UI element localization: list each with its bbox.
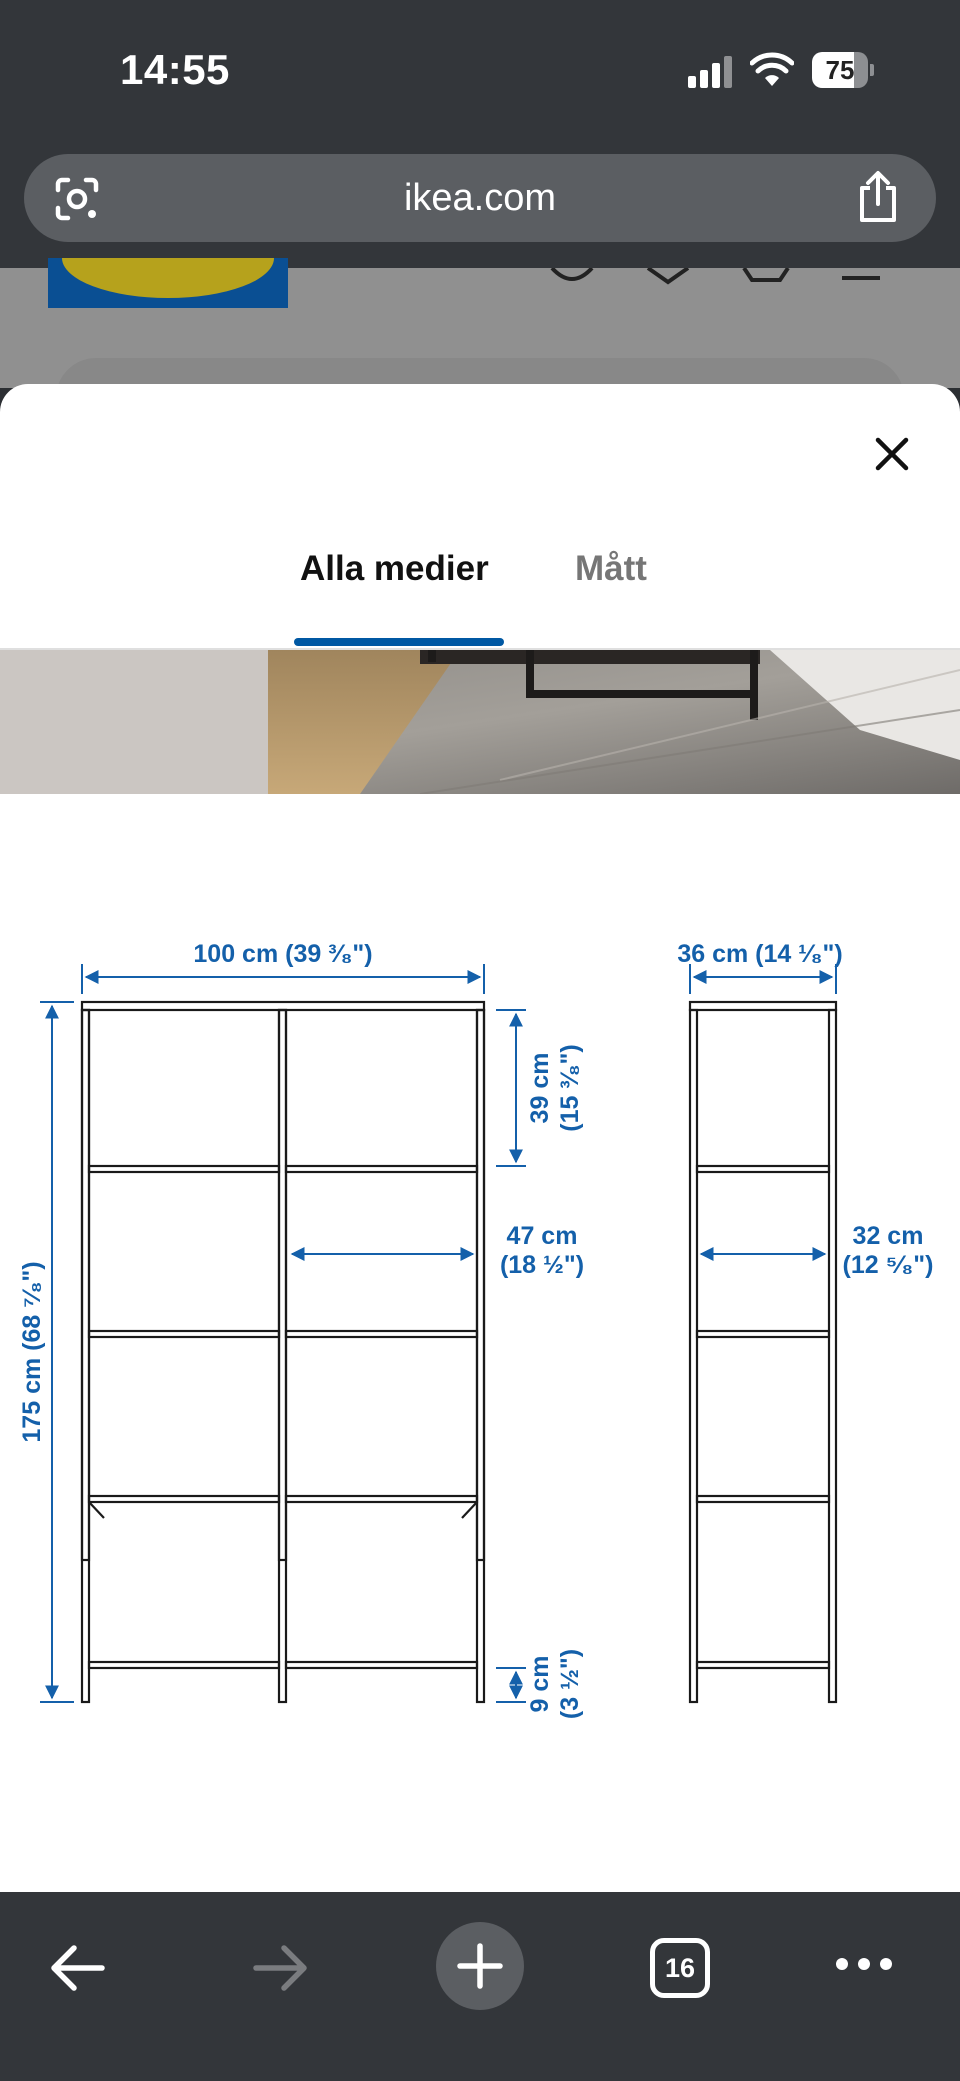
dimension-drawing [0, 884, 960, 1892]
address-bar[interactable] [24, 154, 936, 242]
label-bottom-clearance-in: (3 ½") [556, 1648, 584, 1720]
browser-bottom-bar [0, 1892, 960, 2081]
tab-switcher-icon[interactable] [650, 1938, 710, 1998]
more-horizontal-icon[interactable] [834, 1954, 894, 1974]
label-inner-width-in: (18 ½") [499, 1251, 585, 1279]
label-inner-depth-cm: 32 cm [852, 1222, 924, 1250]
wifi-icon [750, 52, 794, 88]
status-bar [0, 0, 960, 140]
ikea-logo [48, 258, 288, 308]
media-modal [0, 384, 960, 1892]
battery-level: 75 [825, 55, 855, 85]
label-shelf-gap-cm: 39 cm [526, 1052, 554, 1124]
close-icon[interactable] [866, 428, 918, 480]
tab-count: 16 [664, 1953, 696, 1983]
shelf-front-view [82, 1002, 484, 1702]
label-inner-width-cm: 47 cm [506, 1222, 578, 1250]
browser-toolbar [0, 140, 960, 268]
tab-all-media[interactable]: Alla medier [300, 549, 489, 588]
label-height: 175 cm (68 ⁷⁄₈") [18, 1261, 46, 1443]
header-icons [548, 268, 888, 286]
arrow-right-icon[interactable] [250, 1942, 310, 1994]
label-inner-depth-in: (12 ⁵⁄₈") [842, 1251, 934, 1279]
url-text[interactable]: ikea.com [403, 177, 557, 219]
status-time: 14:55 [120, 46, 230, 93]
shelf-side-view [690, 1002, 836, 1702]
page-behind-overlay [0, 268, 960, 388]
arrow-left-icon[interactable] [48, 1942, 108, 1994]
label-bottom-clearance-cm: 9 cm [526, 1655, 554, 1713]
label-width: 100 cm (39 ³⁄₈") [193, 940, 373, 968]
cellular-signal-icon [688, 56, 734, 88]
battery-icon [812, 52, 874, 88]
label-depth: 36 cm (14 ¹⁄₈") [677, 940, 843, 968]
label-shelf-gap-in: (15 ³⁄₈") [556, 1044, 584, 1132]
product-photo[interactable] [0, 650, 960, 794]
plus-icon[interactable] [436, 1922, 524, 2010]
media-tabs [0, 544, 960, 650]
active-tab-indicator [294, 638, 504, 646]
tab-dimensions[interactable]: Mått [575, 549, 647, 588]
share-icon[interactable] [854, 170, 902, 224]
